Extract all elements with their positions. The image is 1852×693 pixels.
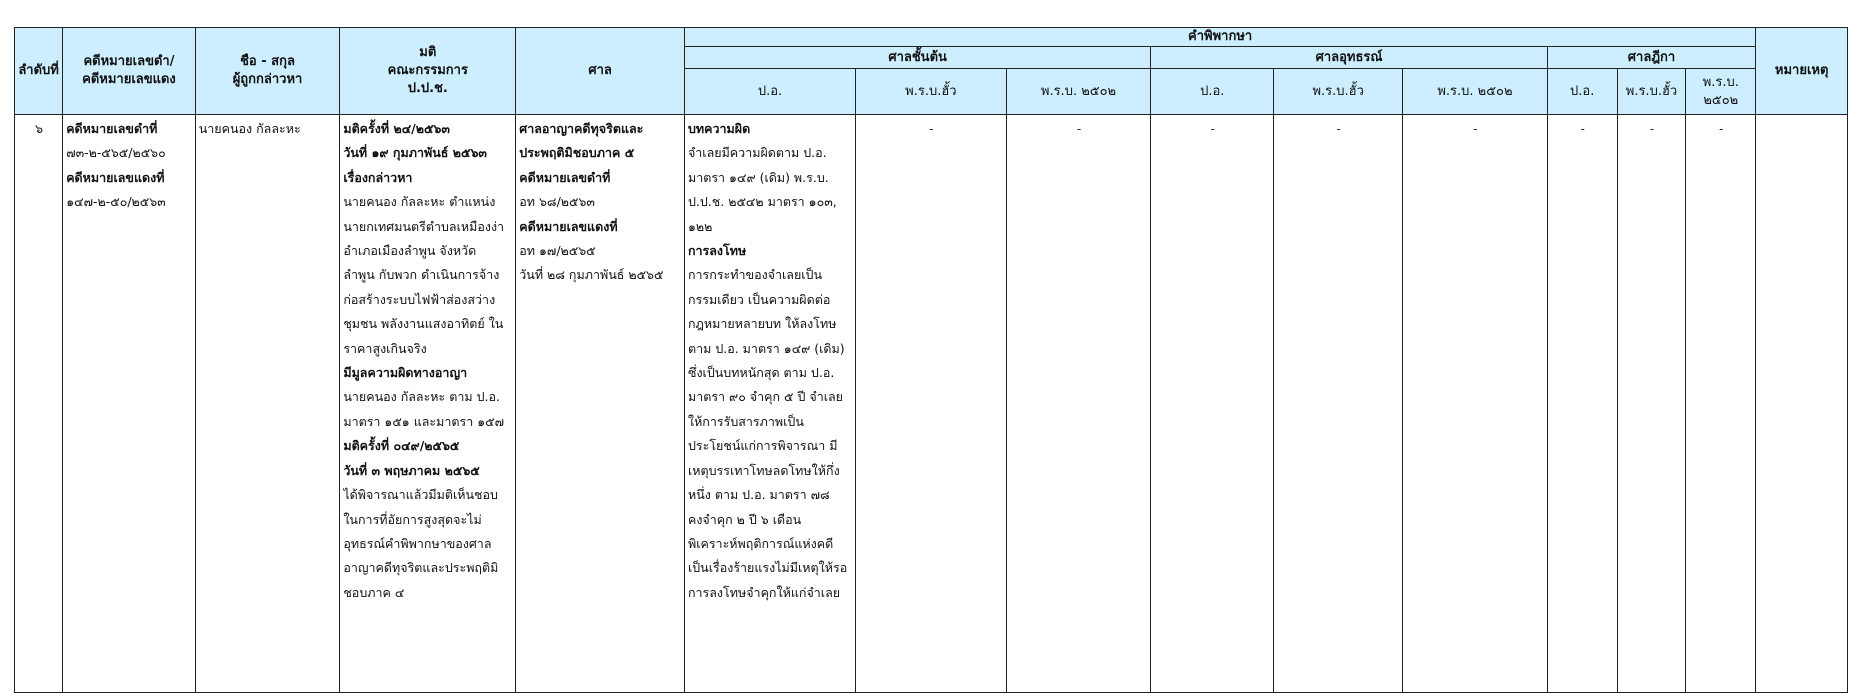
cell-text-line: มีมูลความผิดทางอาญา bbox=[343, 365, 468, 381]
header-no: ลำดับที่ bbox=[15, 28, 63, 115]
cell-text-line: ให้การรับสารภาพเป็น bbox=[687, 413, 804, 429]
cell-text-line: อาญาคดีทุจริตและประพฤติมิ bbox=[343, 560, 499, 576]
cell-supreme-po: - bbox=[1547, 115, 1617, 693]
cell-text-line: คดีหมายเลขแดงที่ bbox=[519, 218, 618, 234]
cell-text-line: อท ๖๘/๒๕๖๓ bbox=[519, 194, 595, 210]
cell-text-line: ประโยชน์แก่การพิจารณา มี bbox=[687, 438, 838, 454]
header-judgment: คำพิพากษา bbox=[684, 28, 1755, 47]
cell-text-line: มติครั้งที่ ๐๔๙/๒๕๖๕ bbox=[343, 438, 460, 454]
cell-text-line: วันที่ ๒๘ กุมภาพันธ์ ๒๕๖๕ bbox=[519, 267, 664, 283]
cell-text-line: การกระทำของจำเลยเป็น bbox=[687, 267, 823, 283]
cell-text-line: มาตรา ๙๐ จำคุก ๕ ปี จำเลย bbox=[687, 389, 843, 405]
cell-text-line: กรรมเดียว เป็นความผิดต่อ bbox=[687, 291, 831, 307]
cell-text-line: วันที่ ๓ พฤษภาคม ๒๕๖๕ bbox=[343, 462, 480, 478]
table-row bbox=[15, 115, 1848, 693]
header-supreme-pbr: พ.ร.บ.ฮั้ว bbox=[1617, 69, 1686, 115]
header-first-po: ป.อ. bbox=[684, 69, 855, 115]
cell-text-line: อำเภอเมืองลำพูน จังหวัด bbox=[343, 243, 477, 259]
cell-text-line: กฎหมายหลายบท ให้ลงโทษ bbox=[687, 316, 837, 332]
cell-supreme-pbr: - bbox=[1617, 115, 1686, 693]
cell-text-line: เหตุบรรเทาโทษลดโทษให้กึ่ง bbox=[687, 462, 840, 478]
cell-text-line: วันที่ ๑๙ กุมภาพันธ์ ๒๕๖๓ bbox=[343, 145, 487, 161]
header-court-supreme: ศาลฎีกา bbox=[1547, 47, 1756, 69]
cell-text-line: บทความผิด bbox=[687, 121, 751, 136]
header-remarks: หมายเหตุ bbox=[1756, 28, 1848, 115]
cell-text-line: เป็นเรื่องร้ายแรงไม่มีเหตุให้รอ bbox=[687, 560, 848, 576]
cell-case-number bbox=[63, 115, 196, 693]
header-appeal-pbr: พ.ร.บ.ฮั้ว bbox=[1274, 69, 1403, 115]
cell-text-line: ราคาสูงเกินจริง bbox=[343, 340, 427, 356]
cell-text-line: ชุมชน พลังงานแสงอาทิตย์ ใน bbox=[343, 316, 504, 332]
header-supreme-pbr2502: พ.ร.บ. ๒๕๐๒ bbox=[1686, 69, 1756, 115]
cell-text-line: ตาม ป.อ. มาตรา ๑๔๙ (เดิม) bbox=[687, 340, 845, 356]
cell-text-line: นายกเทศมนตรีตำบลเหมืองง่า bbox=[343, 218, 505, 234]
cell-text-line: ๑๔๗-๒-๕๐/๒๕๖๓ bbox=[66, 194, 166, 210]
cell-first-pbr: - bbox=[856, 115, 1007, 693]
cell-text-line: การลงโทษ bbox=[687, 243, 747, 259]
header-supreme-po: ป.อ. bbox=[1547, 69, 1617, 115]
header-nacc-resolution: มติ คณะกรรมการ ป.ป.ช. bbox=[340, 28, 516, 115]
cell-resolution bbox=[340, 115, 516, 693]
cell-no: ๖ bbox=[15, 115, 63, 693]
header-court-appeal: ศาลอุทธรณ์ bbox=[1151, 47, 1547, 69]
judgment-table bbox=[14, 27, 1848, 693]
header-accused: ชื่อ - สกุล ผู้ถูกกล่าวหา bbox=[195, 28, 340, 115]
cell-text-line: อุทธรณ์คำพิพากษาของศาล bbox=[343, 535, 492, 551]
cell-appeal-pbr: - bbox=[1274, 115, 1403, 693]
cell-text-line: ลำพูน กับพวก ดำเนินการจ้าง bbox=[343, 267, 500, 283]
cell-text-line: นายคนอง กัลละหะ ตาม ป.อ. bbox=[343, 389, 500, 405]
cell-appeal-pbr2502: - bbox=[1403, 115, 1548, 693]
header-first-pbr2502: พ.ร.บ. ๒๕๐๒ bbox=[1006, 69, 1151, 115]
cell-supreme-pbr2502: - bbox=[1686, 115, 1756, 693]
cell-first-pbr2502: - bbox=[1006, 115, 1151, 693]
cell-text-line: เรื่องกล่าวหา bbox=[343, 169, 413, 185]
cell-text-line: ประพฤติมิชอบภาค ๕ bbox=[519, 145, 635, 161]
cell-text-line: อท ๑๗/๒๕๖๕ bbox=[519, 243, 596, 259]
cell-appeal-po: - bbox=[1151, 115, 1274, 693]
cell-text-line: นายคนอง กัลละหะ ตำแหน่ง bbox=[343, 194, 496, 210]
cell-text-line: คดีหมายเลขดำที่ bbox=[66, 121, 158, 136]
header-court: ศาล bbox=[516, 28, 685, 115]
cell-text-line: หนึ่ง ตาม ป.อ. มาตรา ๗๘ bbox=[687, 487, 830, 503]
cell-text-line: ซึ่งเป็นบทหนักสุด ตาม ป.อ. bbox=[687, 365, 835, 381]
cell-text-line: คดีหมายเลขดำที่ bbox=[519, 169, 611, 185]
cell-text-line: คงจำคุก ๒ ปี ๖ เดือน bbox=[687, 511, 802, 527]
cell-text-line: การลงโทษจำคุกให้แก่จำเลย bbox=[687, 584, 841, 600]
cell-text-line: ในการที่อัยการสูงสุดจะไม่ bbox=[343, 511, 482, 527]
cell-court bbox=[516, 115, 685, 693]
cell-text-line: ๑๒๒ bbox=[687, 218, 713, 234]
cell-text-line: ป.ป.ช. ๒๕๔๒ มาตรา ๑๐๓, bbox=[687, 194, 837, 210]
cell-text-line: จำเลยมีความผิดตาม ป.อ. bbox=[687, 145, 827, 161]
cell-remarks bbox=[1756, 115, 1848, 693]
cell-text-line: คดีหมายเลขแดงที่ bbox=[66, 169, 165, 185]
header-case-number: คดีหมายเลขดำ/ คดีหมายเลขแดง bbox=[63, 28, 196, 115]
header-appeal-po: ป.อ. bbox=[1151, 69, 1274, 115]
cell-text-line: พิเคราะห์พฤติการณ์แห่งคดี bbox=[687, 535, 834, 551]
cell-text-line: ศาลอาญาคดีทุจริตและ bbox=[519, 121, 644, 136]
cell-text-line: มาตรา ๑๔๙ (เดิม) พ.ร.บ. bbox=[687, 169, 829, 185]
header-court-first: ศาลชั้นต้น bbox=[684, 47, 1150, 69]
cell-text-line: มติครั้งที่ ๒๔/๒๕๖๓ bbox=[343, 121, 450, 136]
cell-text-line: มาตรา ๑๕๑ และมาตรา ๑๕๗ bbox=[343, 413, 505, 429]
cell-first-po bbox=[684, 115, 855, 693]
cell-text-line: ก่อสร้างระบบไฟฟ้าส่องสว่าง bbox=[343, 291, 496, 307]
cell-text-line: ๗๓-๒-๕๖๕/๒๕๖๐ bbox=[66, 145, 166, 161]
cell-accused: นายคนอง กัลละหะ bbox=[195, 115, 340, 693]
cell-text-line: ชอบภาค ๔ bbox=[343, 584, 405, 600]
header-appeal-pbr2502: พ.ร.บ. ๒๕๐๒ bbox=[1403, 69, 1548, 115]
cell-text-line: ได้พิจารณาแล้วมีมติเห็นชอบ bbox=[343, 487, 498, 503]
header-first-pbr: พ.ร.บ.ฮั้ว bbox=[856, 69, 1007, 115]
